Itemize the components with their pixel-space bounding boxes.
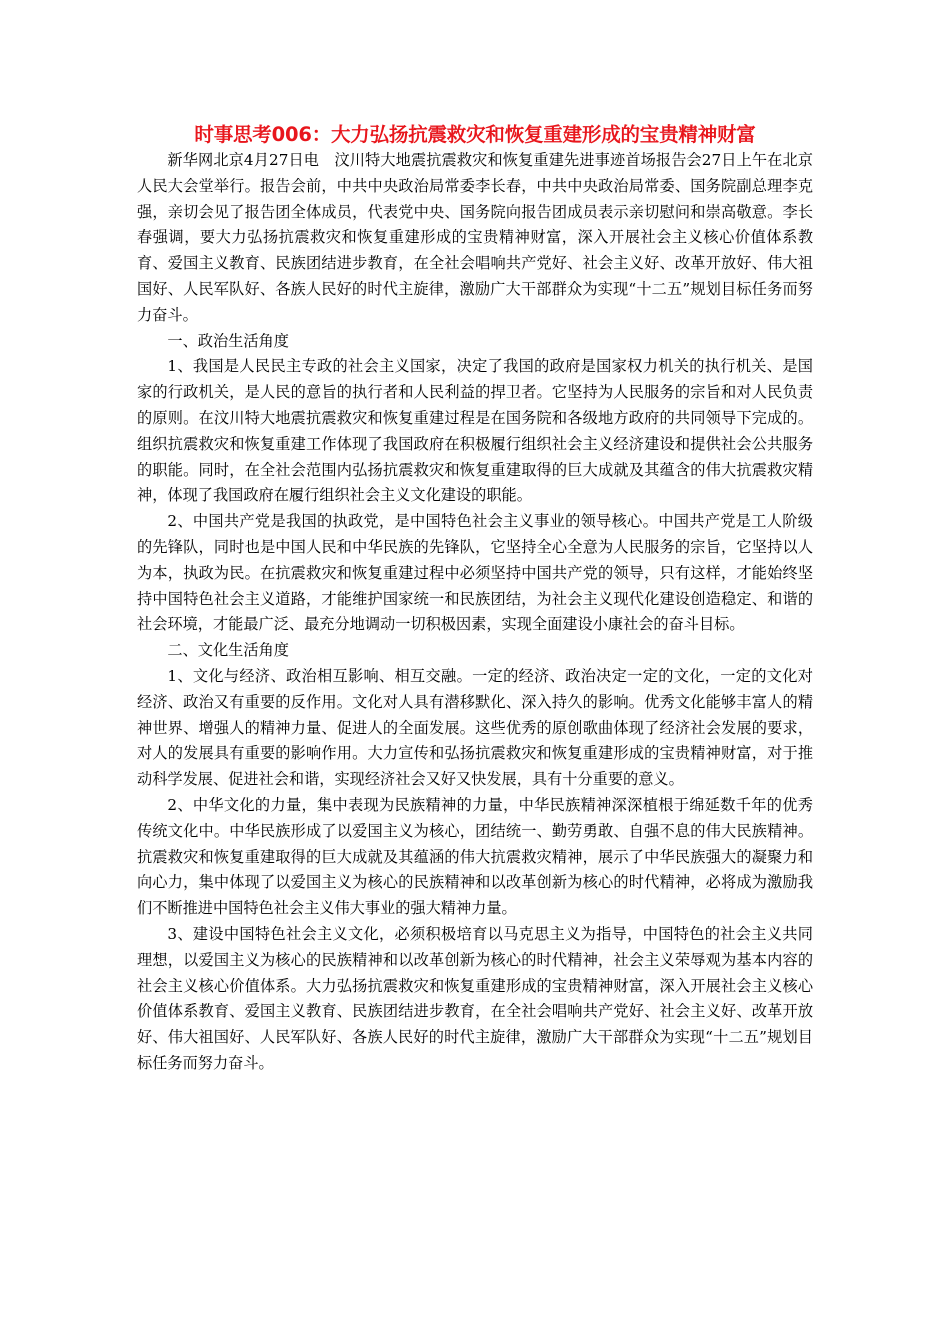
culture-paragraph-1: 1、文化与经济、政治相互影响、相互交融。一定的经济、政治决定一定的文化，一定的文化对经济、政治又有重要的反作用。文化对人具有潜移默化、深入持久的影响。优秀文化能够丰富人的精神世界、增强人的精神力量、促进人的全面发展。这些优秀的原创歌曲体现了经济社会发展的要求，对人的发展具有重要的影响作用。大力宣传和弘扬抗震救灾和恢复重建形成的宝贵精神财富，对于推动科学发展、促进社会和谐，实现经济社会又好又快发展，具有十分重要的意义。 xyxy=(137,666,813,789)
politics-paragraph-1: 1、我国是人民民主专政的社会主义国家，决定了我国的政府是国家权力机关的执行机关、是国家的行政机关，是人民的意旨的执行者和人民利益的捍卫者。它坚持为人民服务的宗旨和对人民负责的原则。在汶川特大地震抗震救灾和恢复重建过程是在国务院和各级地方政府的共同领导下完成的。组织抗震救灾和恢复重建工作体现了我国政府在积极履行组织社会主义经济建设和提供社会公共服务的职能。同时，在全社会范围内弘扬抗震救灾和恢复重建取得的巨大成就及其蕴含的伟大抗震救灾精神，体现了我国政府在履行组织社会主义文化建设的职能。 xyxy=(137,357,813,505)
document-title: 时事思考006：大力弘扬抗震救灾和恢复重建形成的宝贵精神财富 xyxy=(194,123,756,146)
politics-paragraph-2: 2、中国共产党是我国的执政党，是中国特色社会主义事业的领导核心。中国共产党是工人阶级的先锋队，同时也是中国人民和中华民族的先锋队，它坚持全心全意为人民服务的宗旨，它坚持以人为本，执政为民。在抗震救灾和恢复重建过程中必须坚持中国共产党的领导，只有这样，才能始终坚持中国特色社会主义道路，才能维护国家统一和民族团结，为社会主义现代化建设创造稳定、和谐的社会环境，才能最广泛、最充分地调动一切积极因素，实现全面建设小康社会的奋斗目标。 xyxy=(137,512,813,634)
section-heading-culture: 二、文化生活角度 xyxy=(167,641,289,660)
document-page xyxy=(137,122,813,1077)
culture-paragraph-2: 2、中华文化的力量，集中表现为民族精神的力量，中华民族精神深深植根于绵延数千年的优秀传统文化中。中华民族形成了以爱国主义为核心，团结统一、勤劳勇敢、自强不息的伟大民族精神。抗震救灾和恢复重建取得的巨大成就及其蕴涵的伟大抗震救灾精神，展示了中华民族强大的凝聚力和向心力，集中体现了以爱国主义为核心的民族精神和以改革创新为核心的时代精神，必将成为激励我们不断推进中国特色社会主义伟大事业的强大精神力量。 xyxy=(137,795,813,918)
intro-paragraph: 新华网北京4月27日电 汶川特大地震抗震救灾和恢复重建先进事迹首场报告会27日上午在北京人民大会堂举行。报告会前，中共中央政治局常委李长春，中共中央政治局常委、国务院副总理李克强，亲切会见了报告团全体成员，代表党中央、国务院向报告团成员表示亲切慰问和崇高敬意。李长春强调，要大力弘扬抗震救灾和恢复重建形成的宝贵精神财富，深入开展社会主义核心价值体系教育、爱国主义教育、民族团结进步教育，在全社会唱响共产党好、社会主义好、改革开放好、伟大祖国好、人民军队好、各族人民好的时代主旋律，激励广大干部群众为实现“十二五”规划目标任务而努力奋斗。 xyxy=(137,151,813,324)
culture-paragraph-3: 3、建设中国特色社会主义文化，必须积极培育以马克思主义为指导，中国特色的社会主义共同理想，以爱国主义为核心的民族精神和以改革创新为核心的时代精神，社会主义荣辱观为基本内容的社会主义核心价值体系。大力弘扬抗震救灾和恢复重建形成的宝贵精神财富，深入开展社会主义核心价值体系教育、爱国主义教育、民族团结进步教育，在全社会唱响共产党好、社会主义好、改革开放好、伟大祖国好、人民军队好、各族人民好的时代主旋律，激励广大干部群众为实现“十二五”规划目标任务而努力奋斗。 xyxy=(137,924,813,1072)
section-heading-politics: 一、政治生活角度 xyxy=(167,331,289,350)
